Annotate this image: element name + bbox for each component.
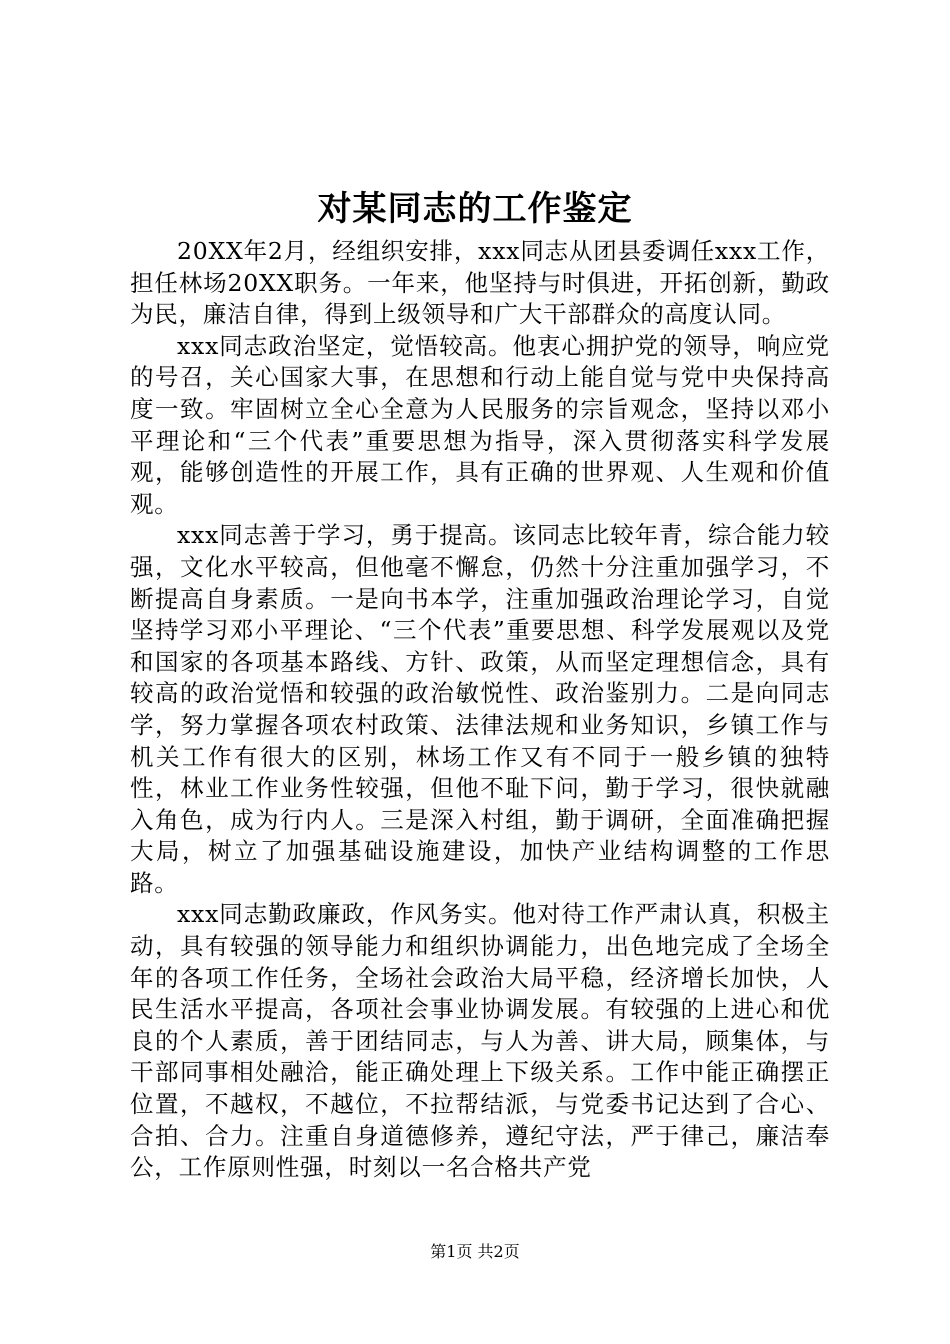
page-number-footer: 第1页 共2页 xyxy=(430,1242,520,1261)
paragraph-4: xxx同志勤政廉政，作风务实。他对待工作严肃认真，积极主动，具有较强的领导能力和组织协调能力，出色地完成了全场全年的各项工作任务，全场社会政治大局平稳，经济增长加快，人民生活水平提高，各项社会事业协调发展。有较强的上进心和优良的个人素质，善于团结同志，与人为善、讲大局，顾集体，与干部同事相处融洽，能正确处理上下级关系。工作中能正确摆正位置，不越权，不越位，不拉帮结派，与党委书记达到了合心、合拍、合力。注重自身道德修养，遵纪守法，严于律己，廉洁奉公，工作原则性强，时刻以一名合格共产党 xyxy=(130,900,830,1182)
paragraph-3: xxx同志善于学习，勇于提高。该同志比较年青，综合能力较强，文化水平较高，但他毫不懈怠，仍然十分注重加强学习，不断提高自身素质。一是向书本学，注重加强政治理论学习，自觉坚持学习邓小平理论、“三个代表”重要思想、科学发展观以及党和国家的各项基本路线、方针、政策，从而坚定理想信念，具有较高的政治觉悟和较强的政治敏悦性、政治鉴别力。二是向同志学，努力掌握各项农村政策、法律法规和业务知识，乡镇工作与机关工作有很大的区别，林场工作又有不同于一般乡镇的独特性，林业工作业务性较强，但他不耻下问，勤于学习，很快就融入角色，成为行内人。三是深入村组，勤于调研，全面准确把握大局，树立了加强基础设施建设，加快产业结构调整的工作思路。 xyxy=(130,521,830,897)
document-title: 对某同志的工作鉴定 xyxy=(317,189,633,229)
paragraph-2: xxx同志政治坚定，觉悟较高。他衷心拥护党的领导，响应党的号召，关心国家大事，在思想和行动上能自觉与党中央保持高度一致。牢固树立全心全意为人民服务的宗旨观念，坚持以邓小平理论和“三个代表”重要思想为指导，深入贯彻落实科学发展观，能够创造性的开展工作，具有正确的世界观、人生观和价值观。 xyxy=(130,331,830,518)
paragraph-1: 20XX年2月，经组织安排，xxx同志从团县委调任xxx工作，担任林场20XX职务。一年来，他坚持与时俱进，开拓创新，勤政为民，廉洁自律，得到上级领导和广大干部群众的高度认同。 xyxy=(130,237,830,329)
document-body xyxy=(130,236,830,1184)
